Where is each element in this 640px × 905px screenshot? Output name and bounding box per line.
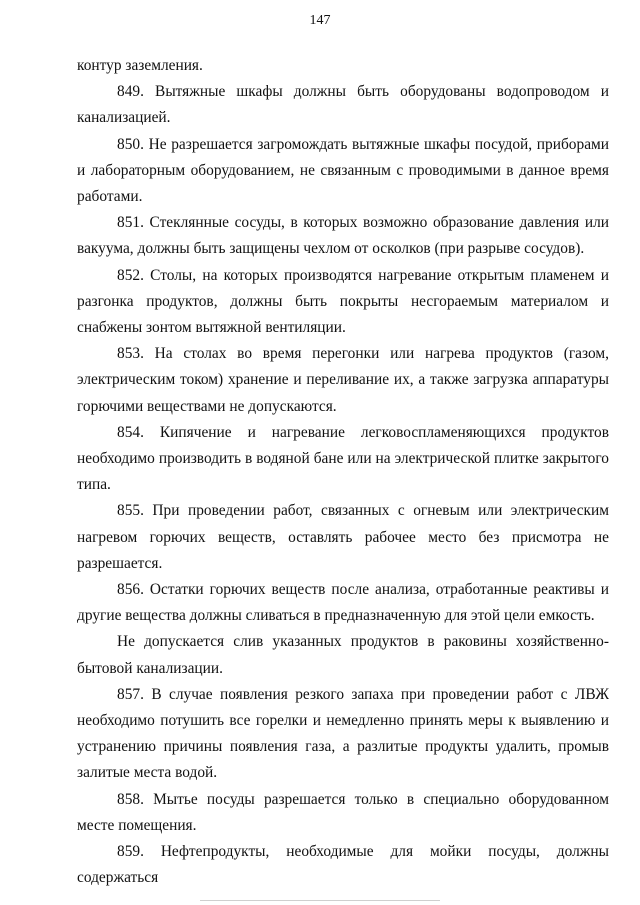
paragraph-850: 850. Не разрешается загромождать вытяжные шкафы посудой, приборами и лабораторным оборудованием, не связанным с проводимыми в данное время работами. bbox=[77, 135, 609, 206]
paragraph-859: 859. Нефтепродукты, необходимые для мойки посуды, должны содержаться bbox=[77, 843, 609, 887]
paragraph-continuation: контур заземления. bbox=[77, 57, 203, 74]
bottom-edge-line bbox=[200, 900, 440, 901]
paragraph-857: 857. В случае появления резкого запаха при проведении работ с ЛВЖ необходимо потушить все горелки и немедленно принять меры к выявлению и устранению причины появления газа, а разлитые продукты удалить, промыв залитые места водой. bbox=[77, 685, 609, 782]
paragraph-851: 851. Стеклянные сосуды, в которых возможно образование давления или вакуума, должны быть защищены чехлом от осколков (при разрыве сосудов). bbox=[77, 214, 609, 258]
paragraph-858: 858. Мытье посуды разрешается только в специально оборудованном месте помещения. bbox=[77, 790, 609, 834]
paragraph-853: 853. На столах во время перегонки или нагрева продуктов (газом, электрическим током) хранение и переливание их, а также загрузка аппаратуры горючими веществами не допускаются. bbox=[77, 345, 609, 415]
paragraph-849: 849. Вытяжные шкафы должны быть оборудованы водопроводом и канализацией. bbox=[77, 83, 609, 127]
paragraph-854: 854. Кипячение и нагревание легковоспламеняющихся продуктов необходимо производить в водяной бане или на электрической плитке закрытого типа. bbox=[77, 423, 609, 494]
paragraph-855: 855. При проведении работ, связанных с огневым или электрическим нагревом горючих веществ, оставлять рабочее место без присмотра не разрешается. bbox=[77, 502, 609, 572]
document-body bbox=[77, 53, 609, 892]
paragraph-852: 852. Столы, на которых производятся нагревание открытым пламенем и разгонка продуктов, должны быть покрыты несгораемым материалом и снабжены зонтом вытяжной вентиляции. bbox=[77, 266, 609, 337]
paragraph-856-note: Не допускается слив указанных продуктов в раковины хозяйственно-бытовой канализации. bbox=[77, 633, 609, 677]
paragraph-856: 856. Остатки горючих веществ после анализа, отработанные реактивы и другие вещества должны сливаться в предназначенную для этой цели емкость. bbox=[77, 581, 609, 625]
page-number: 147 bbox=[309, 13, 331, 28]
